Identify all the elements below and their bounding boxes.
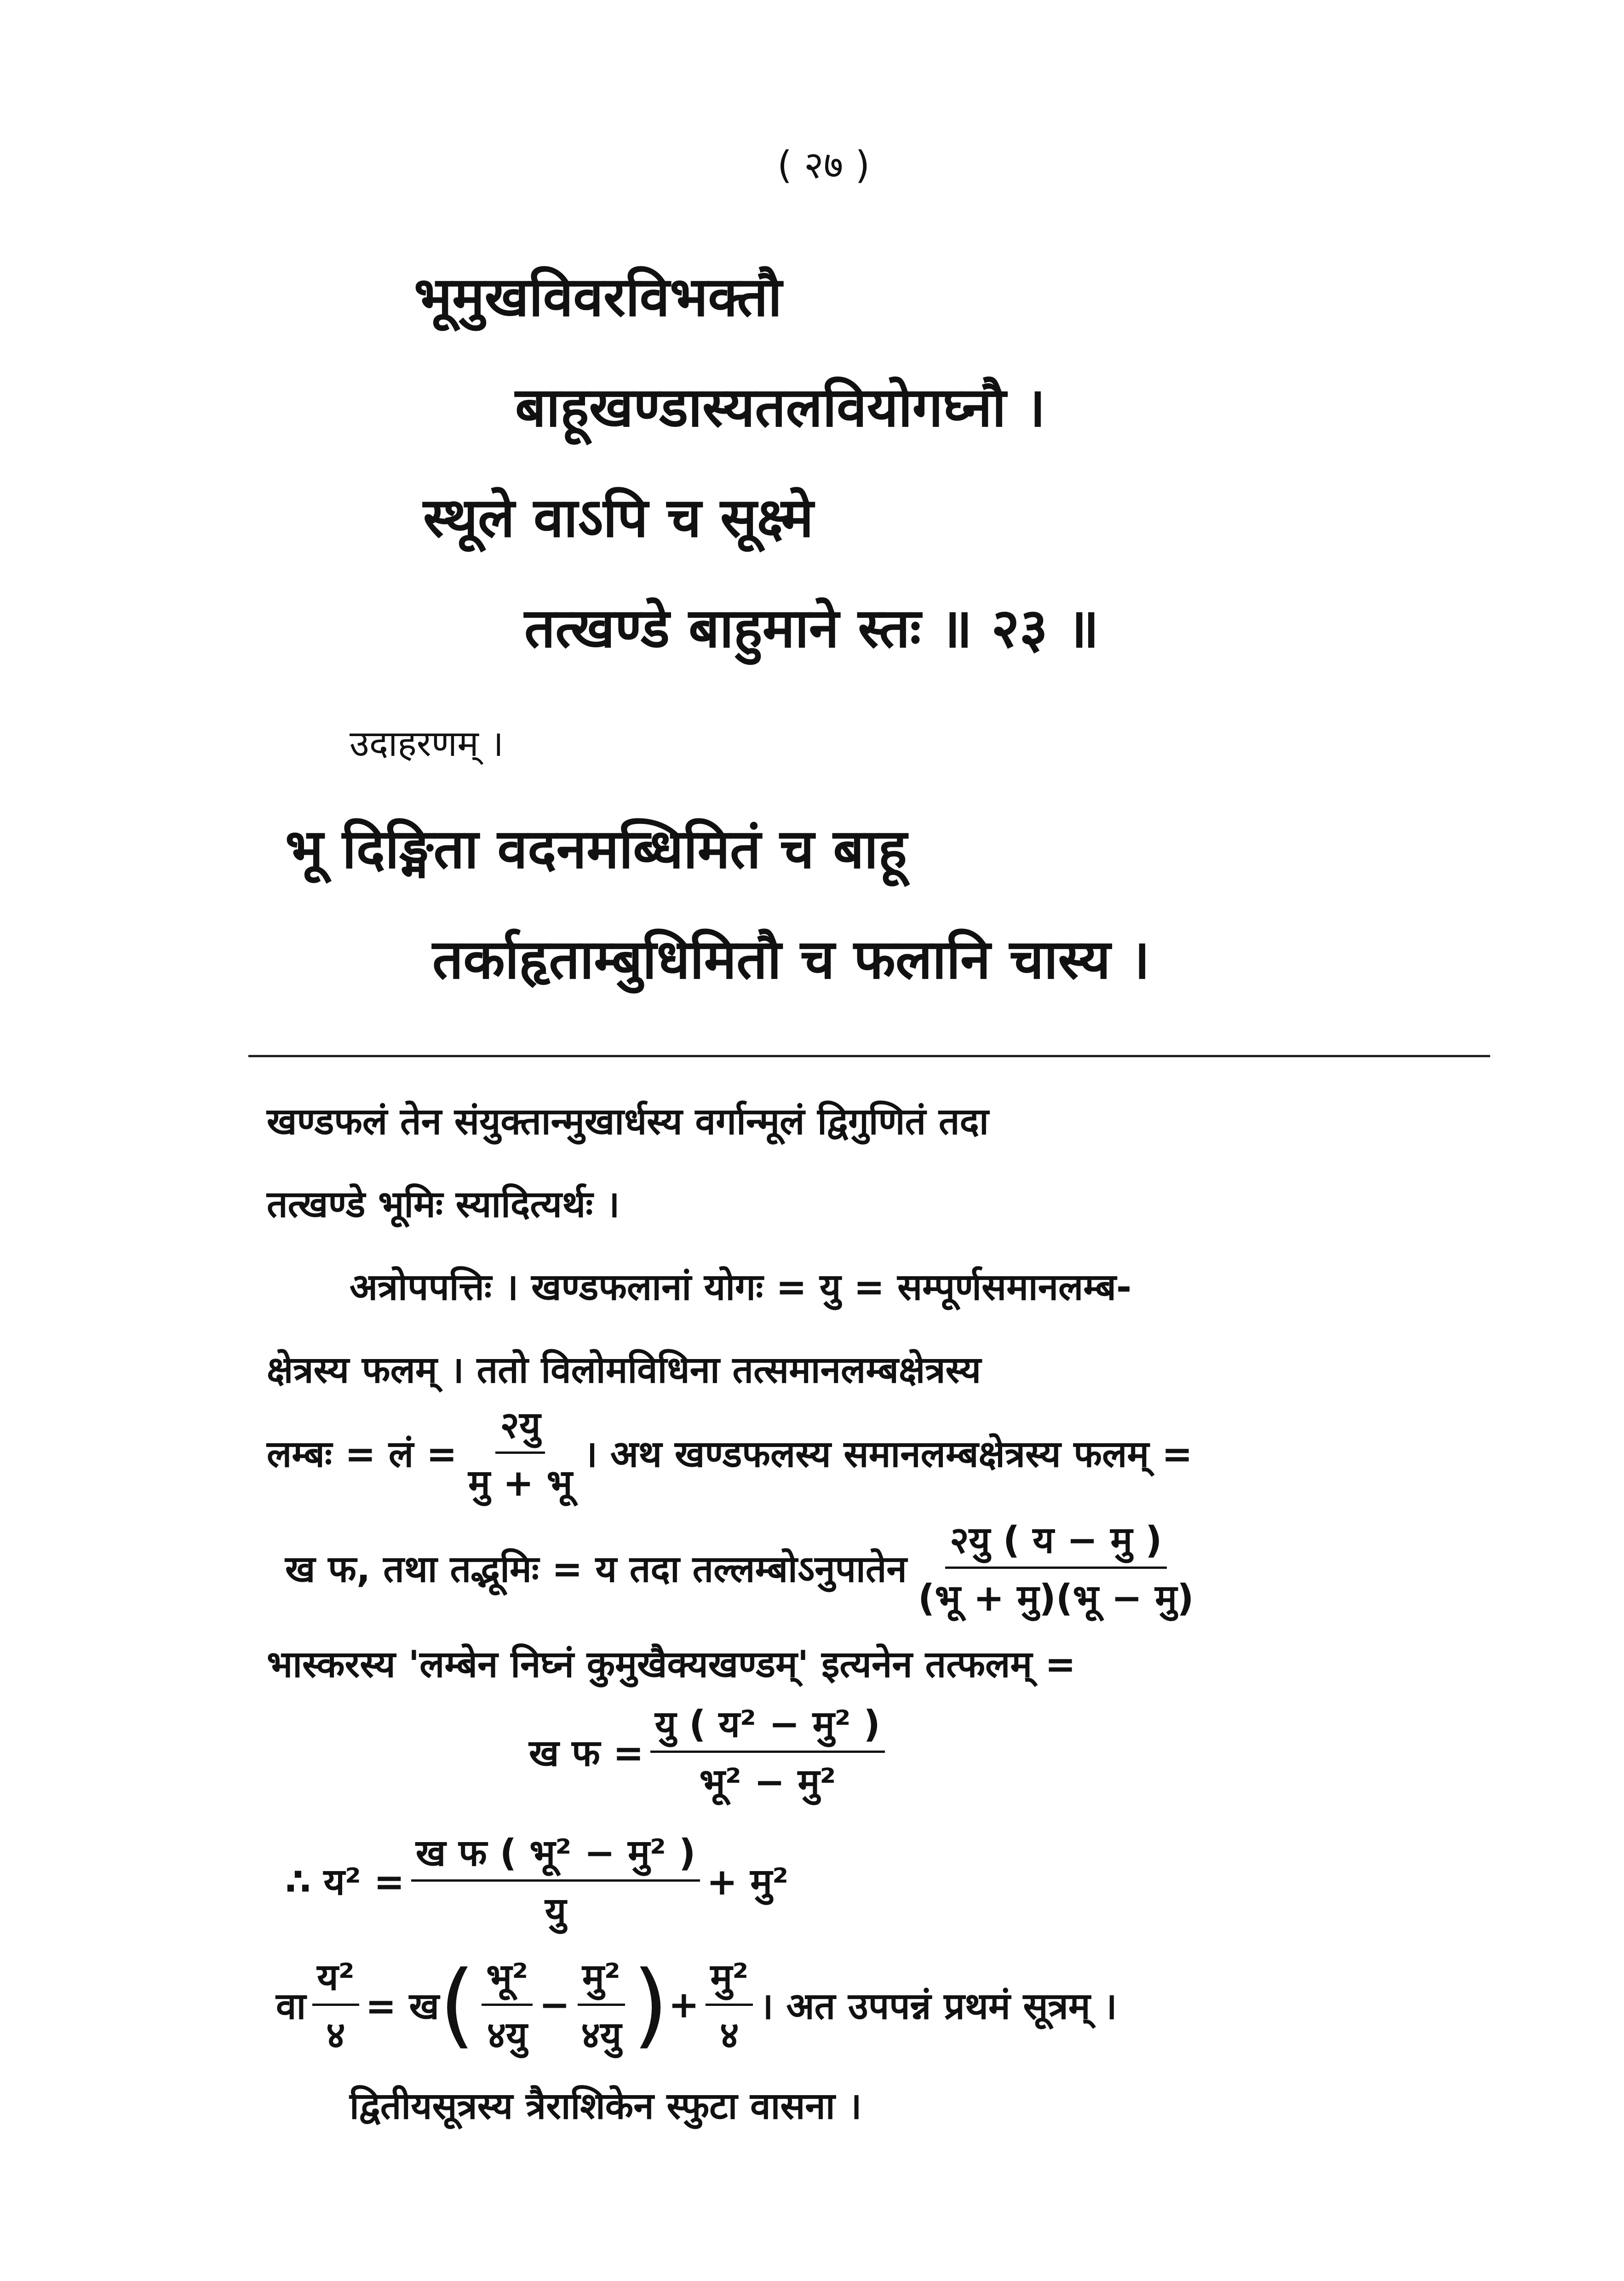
equation-3 xyxy=(276,1951,1117,2059)
lamba-prefix: लम्बः = लं = xyxy=(267,1433,457,1475)
equation-1-fraction xyxy=(650,1698,885,1806)
fraction-numerator: मु² xyxy=(706,1951,753,2006)
fraction-numerator: य² xyxy=(312,1951,359,2006)
fraction-numerator: यु ( य² − मु² ) xyxy=(650,1698,885,1753)
commentary-line-5 xyxy=(267,1399,1193,1507)
horizontal-rule xyxy=(248,1055,1490,1057)
example-heading: उदाहरणम् । xyxy=(350,723,504,765)
close-paren: ) xyxy=(632,1951,669,2058)
equation-3-fraction-1 xyxy=(312,1951,359,2059)
equation-2-left: ∴ य² = xyxy=(285,1861,405,1903)
fraction-denominator: भू² − मु² xyxy=(699,1761,836,1803)
equation-3-fraction-4 xyxy=(706,1951,753,2059)
equation-3-va: वा xyxy=(276,1985,306,2028)
verse-line-3: स्थूले वाऽपि च सूक्ष्मे xyxy=(423,486,814,549)
commentary-line-7: भास्करस्य 'लम्बेन निघ्नं कुमुखैक्यखण्डम्' इत्यनेन तत्फलम् = xyxy=(267,1643,1076,1686)
equation-3-suffix: । अत उपपन्नं प्रथमं सूत्रम् । xyxy=(759,1985,1117,2028)
fraction-denominator: ४ xyxy=(720,2014,739,2056)
equation-3-equals: = ख xyxy=(365,1985,439,2028)
equation-1 xyxy=(529,1698,891,1806)
equation-1-left: ख फ = xyxy=(529,1732,644,1774)
verse-line-2: बाहूखण्डास्यतलवियोगघ्नौ । xyxy=(515,375,1046,439)
commentary-line-2: तत्खण्डे भूमिः स्यादित्यर्थः । xyxy=(267,1183,620,1226)
fraction-denominator: ४ xyxy=(326,2014,345,2056)
commentary-line-3: अत्रोपपत्तिः । खण्डफलानां योगः = यु = सम्पूर्णसमानलम्ब- xyxy=(350,1266,1132,1308)
open-paren: ( xyxy=(439,1951,476,2058)
equation-3-minus: − xyxy=(539,1983,570,2026)
commentary-line-1: खण्डफलं तेन संयुक्तान्मुखार्धस्य वर्गान्मूलं द्विगुणितं तदा xyxy=(267,1100,989,1143)
anupata-prefix: ख फ, तथा तद्भूमिः = य तदा तल्लम्बोऽनुपातेन xyxy=(285,1548,907,1590)
equation-3-fraction-2 xyxy=(482,1951,533,2059)
fraction-numerator: २यु ( य − मु ) xyxy=(945,1514,1167,1569)
fraction-denominator: यु xyxy=(545,1889,567,1932)
commentary-line-4: क्षेत्रस्य फलम् । ततो विलोमविधिना तत्समानलम्बक्षेत्रस्य xyxy=(267,1348,981,1391)
anupata-fraction xyxy=(913,1514,1199,1622)
equation-3-fraction-3 xyxy=(576,1951,626,2059)
fraction-denominator: ४यु xyxy=(581,2014,622,2056)
fraction-numerator: ख फ ( भू² − मु² ) xyxy=(411,1826,700,1882)
equation-2-right: + मु² xyxy=(706,1861,789,1903)
example-line-2: तर्काहृताम्बुधिमितौ च फलानि चास्य । xyxy=(432,927,1150,991)
commentary-line-6 xyxy=(285,1514,1205,1622)
equation-2 xyxy=(285,1826,788,1935)
lamba-suffix: । अथ खण्डफलस्य समानलम्बक्षेत्रस्य फलम् = xyxy=(583,1433,1193,1475)
equation-2-fraction xyxy=(411,1826,700,1935)
fraction-denominator: (भू + मु)(भू − मु) xyxy=(918,1577,1194,1619)
lamba-fraction xyxy=(464,1399,577,1507)
fraction-numerator: भू² xyxy=(482,1951,533,2006)
example-line-1: भू दिङ्मिता वदनमब्धिमितं च बाहू xyxy=(285,817,907,881)
fraction-denominator: ४यु xyxy=(487,2014,528,2056)
fraction-denominator: मु + भू xyxy=(468,1462,573,1504)
equation-3-plus: + xyxy=(668,1983,700,2026)
commentary-last-line: द्वितीयसूत्रस्य त्रैराशिकेन स्फुटा वासना । xyxy=(350,2085,862,2127)
verse-line-1: भूमुखविवरविभक्तौ xyxy=(414,265,782,328)
fraction-numerator: मु² xyxy=(578,1951,625,2006)
verse-line-4: तत्खण्डे बाहुमाने स्तः ॥ २३ ॥ xyxy=(524,596,1099,660)
fraction-numerator: २यु xyxy=(495,1399,545,1454)
page-number: ( २७ ) xyxy=(777,144,870,187)
